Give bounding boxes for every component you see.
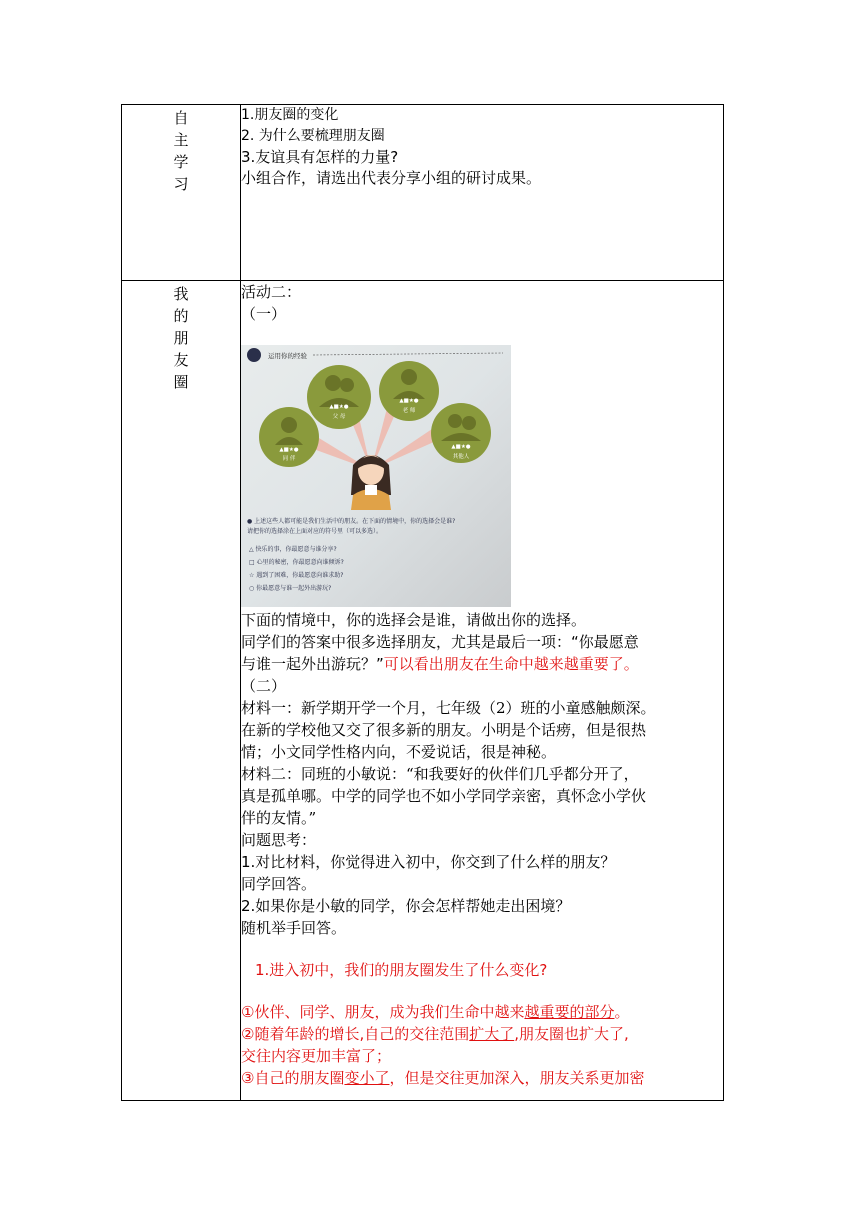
answer: 随机举手回答。 [241,919,347,937]
material-one: 在新的学校他又交了很多新的朋友。小明是个话痨，但是很热 [241,721,647,739]
material-two: 真是孤单哪。中学的同学也不如小学同学亲密，真怀念小学伙 [241,787,647,805]
label-cell-self-study [122,105,241,281]
material-two: 伴的友情。” [241,809,317,827]
svg-text:○ 你最愿意与谁一起外出游玩?: ○ 你最愿意与谁一起外出游玩? [249,585,332,592]
svg-text:▲■★●: ▲■★● [399,398,419,404]
activity-title: 活动二： [241,283,302,301]
vertical-label-friend-circle: 我 的 朋 友 圈 [173,285,189,391]
svg-text:☆ 遇到了困难，你最愿意向谁求助?: ☆ 遇到了困难，你最愿意向谁求助? [249,572,344,579]
part-one-title: （一） [241,305,287,323]
header-badge-icon [247,348,261,362]
content-cell-friend-circle [241,281,724,1101]
paragraph: 与谁一起外出游玩？”可以看出朋友在生命中越来越重要了。 [241,655,639,673]
vertical-label-self-study: 自 主 学 习 [173,109,189,193]
question-title: 问题思考： [241,831,317,849]
red-question: 1.进入初中，我们的朋友圈发生了什么变化? [255,961,548,979]
svg-text:▲■★●: ▲■★● [329,404,349,410]
bubble-others [431,403,491,463]
bubble-teacher [379,361,439,421]
question: 1.对比材料，你觉得进入初中，你交到了什么样的朋友？ [241,853,616,871]
svg-text:□ 心里的秘密，你最愿意向谁倾诉?: □ 心里的秘密，你最愿意向谁倾诉? [249,559,344,566]
question: 2.如果你是小敏的同学，你会怎样帮她走出困境？ [241,897,571,915]
material-one: 材料一：新学期开学一个月，七年级（2）班的小童感触颇深。 [241,699,656,717]
conclusion-2b: 交往内容更加丰富了； [241,1047,392,1065]
lesson-table [121,104,724,1101]
svg-text:运用你的经验: 运用你的经验 [268,352,307,360]
paragraph: 下面的情境中，你的选择会是谁，请做出你的选择。 [241,611,587,629]
svg-text:● 上述这些人都可能是我们生活中的朋友。在下面的情境中，你的: ● 上述这些人都可能是我们生活中的朋友。在下面的情境中，你的选择会是谁? [247,518,456,525]
svg-text:老 师: 老 师 [402,408,416,414]
svg-text:△ 快乐的事，你最愿意与谁分享?: △ 快乐的事，你最愿意与谁分享? [249,546,337,553]
textbook-photo [241,345,511,607]
answer: 同学回答。 [241,875,317,893]
svg-text:其他人: 其他人 [452,454,470,460]
row-self-study [122,105,724,281]
part-two-title: （二） [241,677,287,695]
study-item: 小组合作，请选出代表分享小组的研讨成果。 [241,169,542,187]
svg-text:父 母: 父 母 [332,414,346,420]
girl-illustration [351,455,391,510]
bubble-parents [307,365,371,429]
conclusion-2: ②随着年龄的增长,自己的交往范围扩大了,朋友圈也扩大了, [241,1025,629,1043]
svg-text:请把你的选择涂在上面对应的符号里（可以多选）。: 请把你的选择涂在上面对应的符号里（可以多选）。 [247,528,383,535]
content-cell-self-study [241,105,724,281]
paragraph: 同学们的答案中很多选择朋友，尤其是最后一项：“你最愿意 [241,633,639,651]
svg-text:同 伴: 同 伴 [282,456,296,462]
study-item: 2. 为什么要梳理朋友圈 [241,128,385,144]
svg-text:▲■★●: ▲■★● [279,447,299,453]
study-item: 3.友谊具有怎样的力量? [241,148,399,166]
conclusion-1: ①伙伴、同学、朋友，成为我们生命中越来越重要的部分。 [241,1003,630,1021]
material-one: 情；小文同学性格内向，不爱说话，很是神秘。 [241,743,557,761]
svg-text:▲■★●: ▲■★● [451,444,471,450]
row-friend-circle [122,281,724,1101]
bubble-peer [259,407,319,467]
conclusion-3: ③自己的朋友圈变小了，但是交往更加深入，朋友关系更加密 [241,1069,645,1087]
label-cell-friend-circle [122,281,241,1101]
material-two: 材料二：同班的小敏说：“和我要好的伙伴们几乎都分开了， [241,765,639,783]
highlight-text: 可以看出朋友在生命中越来越重要了。 [383,655,639,673]
study-item: 1.朋友圈的变化 [241,107,339,123]
